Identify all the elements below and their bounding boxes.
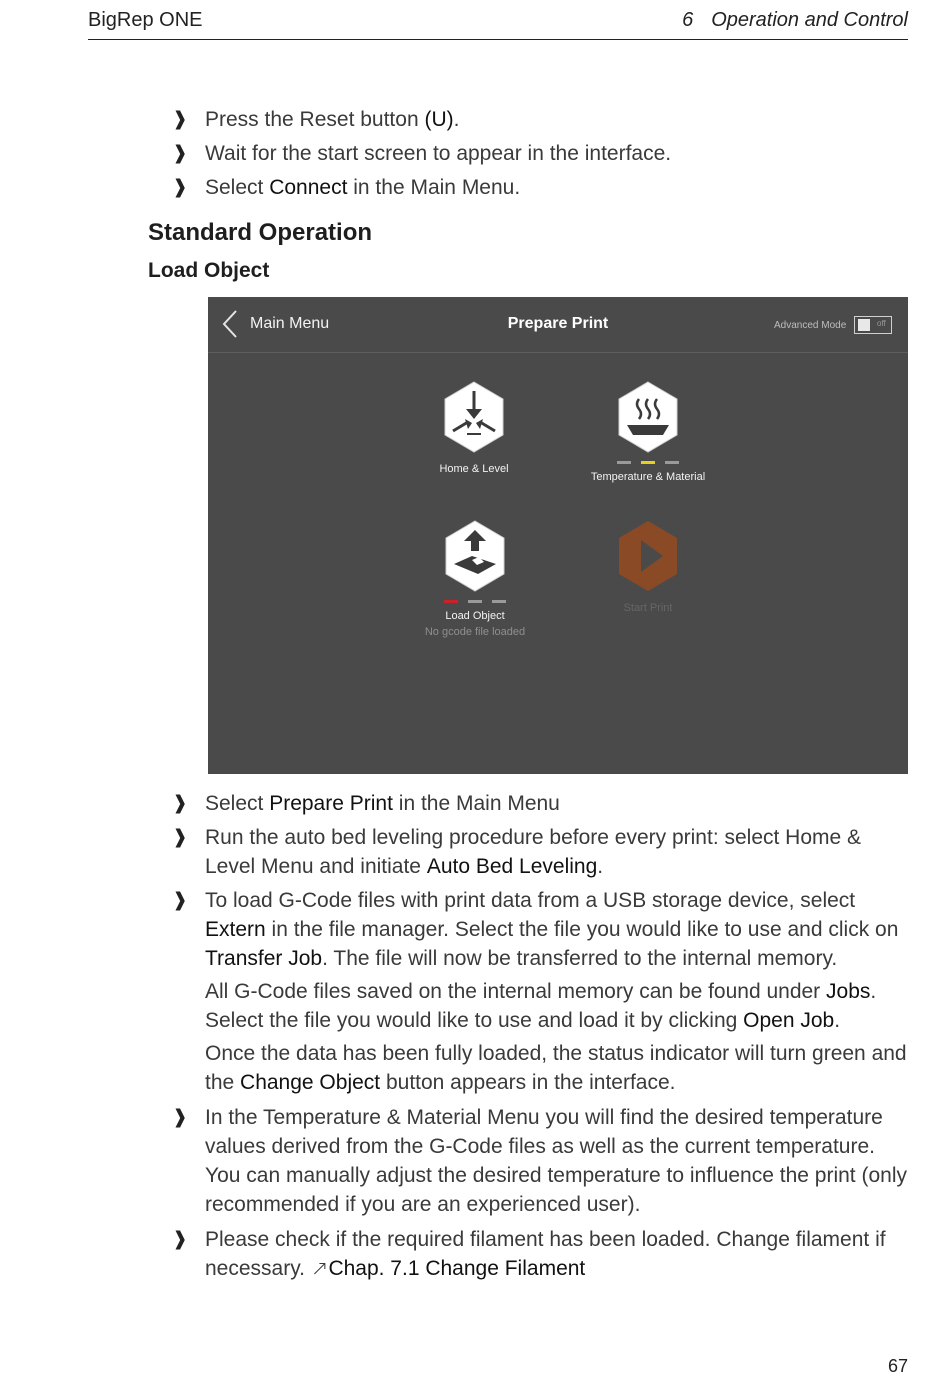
- play-icon: [615, 518, 681, 594]
- load-object-status-indicator: [442, 597, 508, 607]
- procedure-steps: [172, 789, 912, 1283]
- procedure-note: All G-Code files saved on the internal memory can be found under Jobs. Select the file you would like to use and load it by clicking Open Job.: [205, 980, 877, 1032]
- advanced-mode-label: Advanced Mode: [774, 320, 847, 331]
- page-header: [88, 6, 908, 40]
- temperature-material-icon: [615, 379, 681, 455]
- chapter-link[interactable]: Chap. 7.1 Change Filament: [328, 1257, 586, 1280]
- temperature-status-indicator: [615, 458, 681, 468]
- header-brand: BigRep ONE: [88, 9, 203, 31]
- intro-step: ❱ Wait for the start screen to appear in the interface.: [172, 139, 912, 168]
- home-level-icon: [441, 379, 507, 455]
- bullet-marker: ❱: [172, 793, 188, 814]
- bullet-marker: ❱: [172, 1229, 188, 1250]
- advanced-mode-toggle[interactable]: [854, 316, 892, 334]
- screen-topbar: [208, 297, 908, 353]
- procedure-note: Once the data has been fully loaded, the status indicator will turn green and the Change Object button appears in the interface.: [205, 1042, 907, 1094]
- procedure-step: ❱ Select Prepare Print in the Main Menu: [172, 789, 912, 818]
- intro-step: ❱ Press the Reset button (U).: [172, 105, 912, 134]
- start-print-tile[interactable]: [588, 518, 708, 614]
- load-object-status: No gcode file loaded: [424, 626, 526, 638]
- bullet-marker: ❱: [172, 1107, 188, 1128]
- bullet-marker: ❱: [172, 827, 188, 848]
- bullet-marker: ❱: [172, 143, 188, 164]
- temperature-material-label: Temperature & Material: [590, 471, 706, 483]
- load-object-label: Load Object: [445, 610, 505, 622]
- screen-title: Prepare Print: [507, 315, 609, 332]
- procedure-step: ❱ To load G-Code files with print data from a USB storage device, select Extern in the file manager. Select the file you would like to use and click on Transfer Job. The file will now be transferred to the internal memory.: [172, 886, 912, 973]
- page-number: 67: [887, 1356, 908, 1376]
- section-title: Standard Operation: [148, 219, 373, 246]
- toggle-knob: [858, 319, 870, 331]
- procedure-step: ❱ Please check if the required filament has been loaded. Change filament if necessary. ↗Chap. 7.1 Change Filament: [172, 1225, 912, 1283]
- subsection-title: Load Object: [148, 259, 270, 282]
- load-object-tile[interactable]: [415, 518, 535, 638]
- chapter-number: 6: [682, 9, 694, 31]
- load-object-icon: [442, 518, 508, 594]
- temperature-material-tile[interactable]: [573, 379, 723, 483]
- start-print-label: Start Print: [623, 602, 673, 614]
- header-chapter: [682, 9, 908, 32]
- intro-steps: [172, 105, 912, 202]
- procedure-step: ❱ In the Temperature & Material Menu you will find the desired temperature values derived from the G-Code files as well as the current temperature. You can manually adjust the desired temperature to influence the print (only recommended if you are an experienced user).: [172, 1103, 912, 1219]
- toggle-state: off: [877, 319, 886, 328]
- home-level-label: Home & Level: [439, 463, 509, 475]
- procedure-step: ❱ Run the auto bed leveling procedure before every print: select Home & Level Menu and initiate Auto Bed Leveling.: [172, 823, 912, 881]
- bullet-marker: ❱: [172, 890, 188, 911]
- home-level-tile[interactable]: [414, 379, 534, 475]
- bullet-marker: ❱: [172, 109, 188, 130]
- cross-reference-arrow-icon: ↗: [310, 1257, 329, 1280]
- main-menu-back-button[interactable]: Main Menu: [250, 315, 330, 332]
- bullet-marker: ❱: [172, 177, 188, 198]
- chapter-title: Operation and Control: [711, 9, 908, 31]
- prepare-print-screen: [208, 297, 908, 774]
- intro-step: ❱ Select Connect in the Main Menu.: [172, 173, 912, 202]
